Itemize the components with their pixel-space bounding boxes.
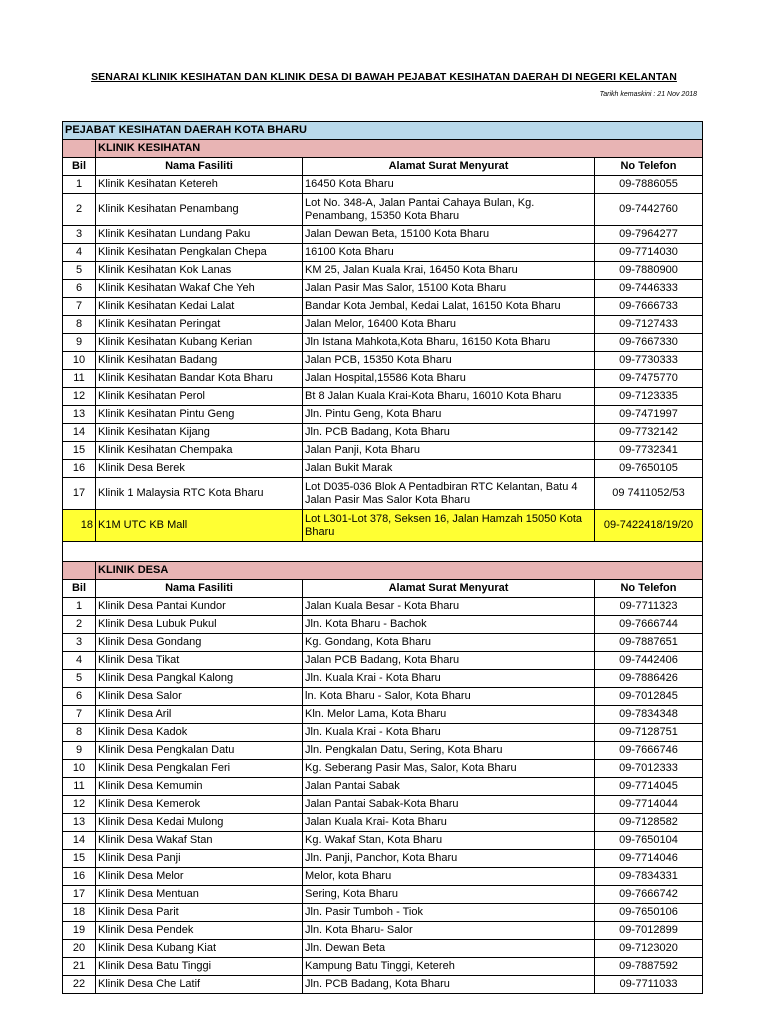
- row-number: 19: [63, 922, 96, 940]
- facility-phone: 09-7666746: [595, 742, 703, 760]
- facility-phone: 09-7666733: [595, 298, 703, 316]
- row-number: 16: [63, 460, 96, 478]
- clinic-table: [62, 121, 703, 994]
- last-updated-date: Tarikh kemaskini : 21 Nov 2018: [599, 91, 697, 98]
- facility-phone: 09-7730333: [595, 352, 703, 370]
- facility-name: Klinik Kesihatan Wakaf Che Yeh: [96, 280, 303, 298]
- section-spacer: [63, 140, 96, 158]
- facility-name: K1M UTC KB Mall: [96, 510, 303, 542]
- table-row: [63, 388, 703, 406]
- facility-address: Sering, Kota Bharu: [303, 886, 595, 904]
- table-row: [63, 742, 703, 760]
- table-row: [63, 706, 703, 724]
- facility-phone: 09-7650105: [595, 460, 703, 478]
- facility-phone: 09-7964277: [595, 226, 703, 244]
- row-number: 7: [63, 298, 96, 316]
- table-row: [63, 976, 703, 994]
- facility-phone: 09-7714044: [595, 796, 703, 814]
- facility-address: Jalan PCB, 15350 Kota Bharu: [303, 352, 595, 370]
- facility-name: Klinik Desa Lubuk Pukul: [96, 616, 303, 634]
- facility-name: Klinik Desa Pengkalan Datu: [96, 742, 303, 760]
- column-header-phone: No Telefon: [595, 580, 703, 598]
- facility-phone: 09-7446333: [595, 280, 703, 298]
- facility-name: Klinik Kesihatan Penambang: [96, 194, 303, 226]
- facility-name: Klinik Desa Pangkal Kalong: [96, 670, 303, 688]
- facility-address: Jln. Panji, Panchor, Kota Bharu: [303, 850, 595, 868]
- facility-phone: 09-7834348: [595, 706, 703, 724]
- facility-address: Lot No. 348-A, Jalan Pantai Cahaya Bulan, Kg. Penambang, 15350 Kota Bharu: [303, 194, 595, 226]
- facility-phone: 09-7886055: [595, 176, 703, 194]
- department-heading: PEJABAT KESIHATAN DAERAH KOTA BHARU: [63, 122, 703, 140]
- facility-name: Klinik Desa Wakaf Stan: [96, 832, 303, 850]
- facility-address: Jln. Pintu Geng, Kota Bharu: [303, 406, 595, 424]
- table-row: [63, 760, 703, 778]
- table-row: [63, 370, 703, 388]
- row-number: 8: [63, 316, 96, 334]
- facility-name: Klinik Kesihatan Perol: [96, 388, 303, 406]
- facility-phone: 09-7422418/19/20: [595, 510, 703, 542]
- table-row: [63, 510, 703, 542]
- row-number: 18: [63, 510, 96, 542]
- table-row: [63, 670, 703, 688]
- table-row: [63, 796, 703, 814]
- row-number: 22: [63, 976, 96, 994]
- facility-name: Klinik Desa Salor: [96, 688, 303, 706]
- table-row: [63, 334, 703, 352]
- facility-address: Jalan Pantai Sabak: [303, 778, 595, 796]
- facility-name: Klinik Desa Kubang Kiat: [96, 940, 303, 958]
- row-number: 9: [63, 742, 96, 760]
- facility-phone: 09-7442406: [595, 652, 703, 670]
- table-row: [63, 778, 703, 796]
- row-number: 11: [63, 370, 96, 388]
- facility-address: Jalan Panji, Kota Bharu: [303, 442, 595, 460]
- row-number: 21: [63, 958, 96, 976]
- facility-name: Klinik Kesihatan Kok Lanas: [96, 262, 303, 280]
- facility-phone: 09-7442760: [595, 194, 703, 226]
- facility-address: Jalan Pasir Mas Salor, 15100 Kota Bharu: [303, 280, 595, 298]
- facility-name: Klinik Kesihatan Ketereh: [96, 176, 303, 194]
- facility-name: Klinik Desa Che Latif: [96, 976, 303, 994]
- table-row: [63, 958, 703, 976]
- facility-phone: 09-7880900: [595, 262, 703, 280]
- facility-phone: 09-7123335: [595, 388, 703, 406]
- facility-address: Jln. Dewan Beta: [303, 940, 595, 958]
- facility-address: Jalan Kuala Krai- Kota Bharu: [303, 814, 595, 832]
- section-heading-klinik-kesihatan: KLINIK KESIHATAN: [96, 140, 703, 158]
- row-number: 4: [63, 244, 96, 262]
- row-number: 2: [63, 616, 96, 634]
- facility-name: Klinik Kesihatan Lundang Paku: [96, 226, 303, 244]
- table-row: [63, 616, 703, 634]
- facility-name: Klinik Kesihatan Peringat: [96, 316, 303, 334]
- table-row: [63, 194, 703, 226]
- facility-name: Klinik Desa Pendek: [96, 922, 303, 940]
- facility-phone: 09-7650104: [595, 832, 703, 850]
- facility-address: Bt 8 Jalan Kuala Krai-Kota Bharu, 16010 Kota Bharu: [303, 388, 595, 406]
- facility-phone: 09-7886426: [595, 670, 703, 688]
- row-number: 1: [63, 598, 96, 616]
- facility-address: Jalan Hospital,15586 Kota Bharu: [303, 370, 595, 388]
- table-row: [63, 298, 703, 316]
- column-header-phone: No Telefon: [595, 158, 703, 176]
- facility-phone: 09-7128751: [595, 724, 703, 742]
- facility-address: Jln. Kuala Krai - Kota Bharu: [303, 724, 595, 742]
- facility-phone: 09-7887651: [595, 634, 703, 652]
- facility-phone: 09-7123020: [595, 940, 703, 958]
- facility-address: Kampung Batu Tinggi, Ketereh: [303, 958, 595, 976]
- facility-phone: 09-7711033: [595, 976, 703, 994]
- row-number: 15: [63, 850, 96, 868]
- table-row: [63, 904, 703, 922]
- row-number: 16: [63, 868, 96, 886]
- facility-phone: 09-7714045: [595, 778, 703, 796]
- table-row: [63, 832, 703, 850]
- table-row: [63, 226, 703, 244]
- table-row: [63, 244, 703, 262]
- facility-address: KM 25, Jalan Kuala Krai, 16450 Kota Bharu: [303, 262, 595, 280]
- facility-name: Klinik Desa Tikat: [96, 652, 303, 670]
- column-header-name: Nama Fasiliti: [96, 580, 303, 598]
- row-number: 13: [63, 406, 96, 424]
- facility-name: Klinik Kesihatan Kijang: [96, 424, 303, 442]
- facility-address: ln. Kota Bharu - Salor, Kota Bharu: [303, 688, 595, 706]
- facility-address: Jln. Pasir Tumboh - Tiok: [303, 904, 595, 922]
- row-number: 14: [63, 832, 96, 850]
- facility-address: Melor, kota Bharu: [303, 868, 595, 886]
- facility-address: Kln. Melor Lama, Kota Bharu: [303, 706, 595, 724]
- row-number: 13: [63, 814, 96, 832]
- table-row: [63, 886, 703, 904]
- table-row: [63, 922, 703, 940]
- facility-name: Klinik Desa Berek: [96, 460, 303, 478]
- facility-address: Jln. PCB Badang, Kota Bharu: [303, 976, 595, 994]
- row-number: 20: [63, 940, 96, 958]
- facility-address: Jln. Kuala Krai - Kota Bharu: [303, 670, 595, 688]
- facility-name: Klinik Kesihatan Kubang Kerian: [96, 334, 303, 352]
- facility-name: Klinik Desa Parit: [96, 904, 303, 922]
- row-number: 14: [63, 424, 96, 442]
- row-number: 18: [63, 904, 96, 922]
- facility-address: Jalan Bukit Marak: [303, 460, 595, 478]
- facility-address: Bandar Kota Jembal, Kedai Lalat, 16150 Kota Bharu: [303, 298, 595, 316]
- facility-phone: 09-7666742: [595, 886, 703, 904]
- facility-address: Kg. Wakaf Stan, Kota Bharu: [303, 832, 595, 850]
- row-number: 8: [63, 724, 96, 742]
- facility-name: Klinik Kesihatan Kedai Lalat: [96, 298, 303, 316]
- row-number: 3: [63, 634, 96, 652]
- table-row: [63, 424, 703, 442]
- facility-phone: 09 7411052/53: [595, 478, 703, 510]
- facility-address: Jalan Pantai Sabak-Kota Bharu: [303, 796, 595, 814]
- facility-phone: 09-7732341: [595, 442, 703, 460]
- row-number: 5: [63, 670, 96, 688]
- table-row: [63, 634, 703, 652]
- row-number: 11: [63, 778, 96, 796]
- facility-address: 16450 Kota Bharu: [303, 176, 595, 194]
- table-row: [63, 176, 703, 194]
- column-header-address: Alamat Surat Menyurat: [303, 158, 595, 176]
- table-row: [63, 316, 703, 334]
- row-number: 9: [63, 334, 96, 352]
- table-row: [63, 724, 703, 742]
- table-row: [63, 598, 703, 616]
- section-heading-klinik-desa: KLINIK DESA: [96, 562, 703, 580]
- row-number: 2: [63, 194, 96, 226]
- facility-name: Klinik Desa Pengkalan Feri: [96, 760, 303, 778]
- facility-name: Klinik Desa Mentuan: [96, 886, 303, 904]
- facility-name: Klinik Desa Panji: [96, 850, 303, 868]
- row-number: 17: [63, 886, 96, 904]
- table-row: [63, 352, 703, 370]
- facility-phone: 09-7714046: [595, 850, 703, 868]
- facility-name: Klinik Desa Batu Tinggi: [96, 958, 303, 976]
- column-header-address: Alamat Surat Menyurat: [303, 580, 595, 598]
- column-header-bil: Bil: [63, 158, 96, 176]
- row-number: 7: [63, 706, 96, 724]
- facility-name: Klinik 1 Malaysia RTC Kota Bharu: [96, 478, 303, 510]
- table-row: [63, 850, 703, 868]
- blank-row: [63, 542, 703, 562]
- facility-name: Klinik Kesihatan Bandar Kota Bharu: [96, 370, 303, 388]
- facility-address: Jalan Melor, 16400 Kota Bharu: [303, 316, 595, 334]
- facility-phone: 09-7650106: [595, 904, 703, 922]
- facility-address: Kg. Gondang, Kota Bharu: [303, 634, 595, 652]
- facility-address: Jln Istana Mahkota,Kota Bharu, 16150 Kota Bharu: [303, 334, 595, 352]
- facility-name: Klinik Kesihatan Pintu Geng: [96, 406, 303, 424]
- facility-address: Jln. Kota Bharu - Bachok: [303, 616, 595, 634]
- facility-name: Klinik Desa Pantai Kundor: [96, 598, 303, 616]
- row-number: 6: [63, 280, 96, 298]
- row-number: 1: [63, 176, 96, 194]
- facility-name: Klinik Desa Kadok: [96, 724, 303, 742]
- facility-name: Klinik Desa Kemerok: [96, 796, 303, 814]
- table-row: [63, 688, 703, 706]
- facility-address: Jln. Pengkalan Datu, Sering, Kota Bharu: [303, 742, 595, 760]
- facility-phone: 09-7714030: [595, 244, 703, 262]
- row-number: 6: [63, 688, 96, 706]
- table-row: [63, 280, 703, 298]
- table-row: [63, 442, 703, 460]
- row-number: 4: [63, 652, 96, 670]
- facility-address: Jalan Dewan Beta, 15100 Kota Bharu: [303, 226, 595, 244]
- row-number: 12: [63, 796, 96, 814]
- facility-name: Klinik Desa Kemumin: [96, 778, 303, 796]
- facility-phone: 09-7012333: [595, 760, 703, 778]
- facility-phone: 09-7834331: [595, 868, 703, 886]
- facility-phone: 09-7666744: [595, 616, 703, 634]
- facility-address: Lot D035-036 Blok A Pentadbiran RTC Kelantan, Batu 4 Jalan Pasir Mas Salor Kota Bharu: [303, 478, 595, 510]
- row-number: 3: [63, 226, 96, 244]
- facility-phone: 09-7128582: [595, 814, 703, 832]
- row-number: 17: [63, 478, 96, 510]
- facility-phone: 09-7471997: [595, 406, 703, 424]
- facility-name: Klinik Kesihatan Chempaka: [96, 442, 303, 460]
- facility-address: Lot L301-Lot 378, Seksen 16, Jalan Hamzah 15050 Kota Bharu: [303, 510, 595, 542]
- facility-address: Jln. Kota Bharu- Salor: [303, 922, 595, 940]
- facility-address: Jln. PCB Badang, Kota Bharu: [303, 424, 595, 442]
- facility-name: Klinik Desa Gondang: [96, 634, 303, 652]
- facility-address: Jalan PCB Badang, Kota Bharu: [303, 652, 595, 670]
- table-row: [63, 406, 703, 424]
- facility-phone: 09-7127433: [595, 316, 703, 334]
- table-row: [63, 262, 703, 280]
- facility-address: 16100 Kota Bharu: [303, 244, 595, 262]
- facility-name: Klinik Desa Kedai Mulong: [96, 814, 303, 832]
- section-spacer: [63, 562, 96, 580]
- facility-address: Kg. Seberang Pasir Mas, Salor, Kota Bharu: [303, 760, 595, 778]
- facility-name: Klinik Kesihatan Badang: [96, 352, 303, 370]
- facility-phone: 09-7475770: [595, 370, 703, 388]
- document-title: SENARAI KLINIK KESIHATAN DAN KLINIK DESA DI BAWAH PEJABAT KESIHATAN DAERAH DI NEGERI KELANTAN: [91, 71, 677, 83]
- column-header-bil: Bil: [63, 580, 96, 598]
- facility-name: Klinik Desa Melor: [96, 868, 303, 886]
- row-number: 5: [63, 262, 96, 280]
- table-row: [63, 478, 703, 510]
- table-row: [63, 868, 703, 886]
- facility-phone: 09-7012845: [595, 688, 703, 706]
- facility-address: Jalan Kuala Besar - Kota Bharu: [303, 598, 595, 616]
- facility-name: Klinik Desa Aril: [96, 706, 303, 724]
- row-number: 10: [63, 760, 96, 778]
- table-row: [63, 940, 703, 958]
- column-header-name: Nama Fasiliti: [96, 158, 303, 176]
- row-number: 12: [63, 388, 96, 406]
- facility-name: Klinik Kesihatan Pengkalan Chepa: [96, 244, 303, 262]
- table-row: [63, 652, 703, 670]
- table-row: [63, 460, 703, 478]
- facility-phone: 09-7667330: [595, 334, 703, 352]
- facility-phone: 09-7887592: [595, 958, 703, 976]
- table-row: [63, 814, 703, 832]
- facility-phone: 09-7711323: [595, 598, 703, 616]
- row-number: 15: [63, 442, 96, 460]
- facility-phone: 09-7012899: [595, 922, 703, 940]
- facility-phone: 09-7732142: [595, 424, 703, 442]
- row-number: 10: [63, 352, 96, 370]
